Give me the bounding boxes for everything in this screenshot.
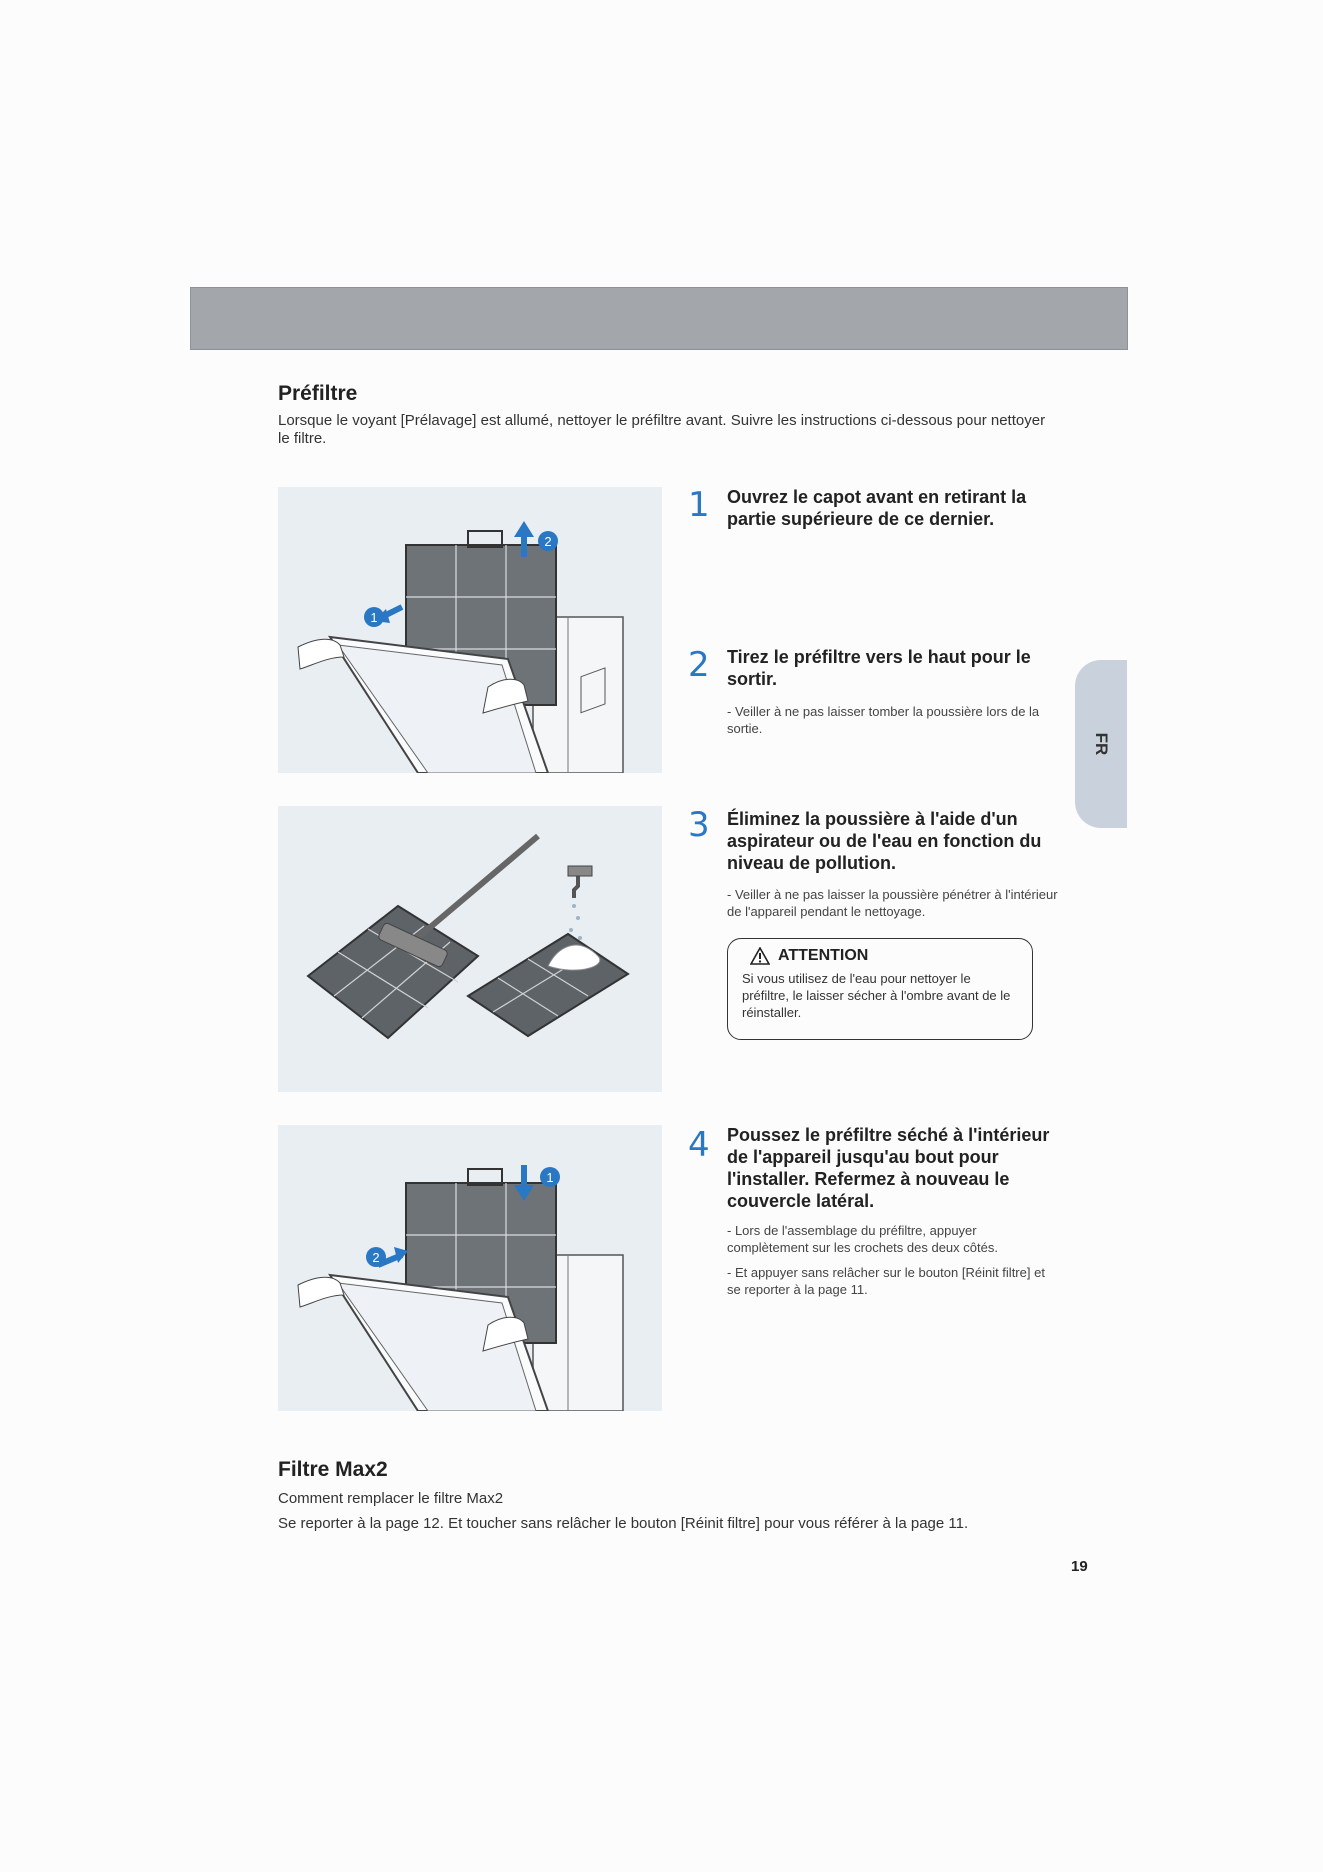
max2-line-1: Comment remplacer le filtre Max2 xyxy=(278,1490,504,1507)
section-title-max2: Filtre Max2 xyxy=(278,1458,388,1481)
section-title-prefilter: Préfiltre xyxy=(278,382,358,405)
step-number-1: 1 xyxy=(688,485,710,525)
step-note: - Veiller à ne pas laisser tomber la poussière lors de la sortie. xyxy=(727,704,1040,736)
attention-body: Si vous utilisez de l'eau pour nettoyer le préfiltre, le laisser sécher à l'ombre avant de le réinstaller. xyxy=(742,971,1011,1020)
step-title-2: Tirez le préfiltre vers le haut pour le sortir. xyxy=(727,647,1031,689)
faucet-icon xyxy=(574,876,578,898)
step-number-2: 2 xyxy=(688,645,710,685)
illustration-clean-prefilter xyxy=(278,806,662,1092)
attention-box xyxy=(727,938,1033,1040)
intro-paragraph: Lorsque le voyant [Prélavage] est allumé, nettoyer le préfiltre avant. Suivre les instructions ci-dessous pour nettoyer le filtre. xyxy=(278,412,1046,447)
header-bar xyxy=(190,287,1128,350)
step-number-4: 4 xyxy=(688,1125,710,1165)
step-title-1: Ouvrez le capot avant en retirant la partie supérieure de ce dernier. xyxy=(727,487,1027,529)
page-number: 19 xyxy=(1071,1558,1088,1575)
language-tab-label: FR xyxy=(1092,732,1111,756)
step-number-3: 3 xyxy=(688,805,710,845)
step-note: - Veiller à ne pas laisser la poussière pénétrer à l'intérieur de l'appareil pendant le nettoyage. xyxy=(727,887,1058,919)
callout-label: 2 xyxy=(544,534,552,549)
step-note: - Et appuyer sans relâcher sur le bouton [Réinit filtre] et se reporter à la page 11. xyxy=(727,1265,1045,1297)
illustration-remove-prefilter xyxy=(278,487,662,773)
warning-icon xyxy=(750,947,770,965)
arrow-up-icon xyxy=(514,521,534,537)
attention-heading xyxy=(750,947,1018,965)
callout-label: 1 xyxy=(370,610,378,625)
language-tab xyxy=(1075,660,1127,828)
vacuum-wand xyxy=(408,836,538,946)
illustration-install-prefilter xyxy=(278,1125,662,1411)
callout-label: 2 xyxy=(372,1250,380,1265)
step-title-4: Poussez le préfiltre séché à l'intérieur de l'appareil jusqu'au bout pour l'installer. Refermez à nouveau le couvercle latéral. xyxy=(727,1125,1050,1211)
max2-line-2: Se reporter à la page 12. Et toucher sans relâcher le bouton [Réinit filtre] pour vous référer à la page 11. xyxy=(278,1515,969,1532)
step-title-3: Éliminez la poussière à l'aide d'un aspirateur ou de l'eau en fonction du niveau de pollution. xyxy=(727,809,1042,873)
callout-label: 1 xyxy=(546,1170,554,1185)
attention-heading-text: ATTENTION xyxy=(778,947,869,964)
step-note: - Lors de l'assemblage du préfiltre, appuyer complètement sur les crochets des deux côtés. xyxy=(727,1223,998,1255)
